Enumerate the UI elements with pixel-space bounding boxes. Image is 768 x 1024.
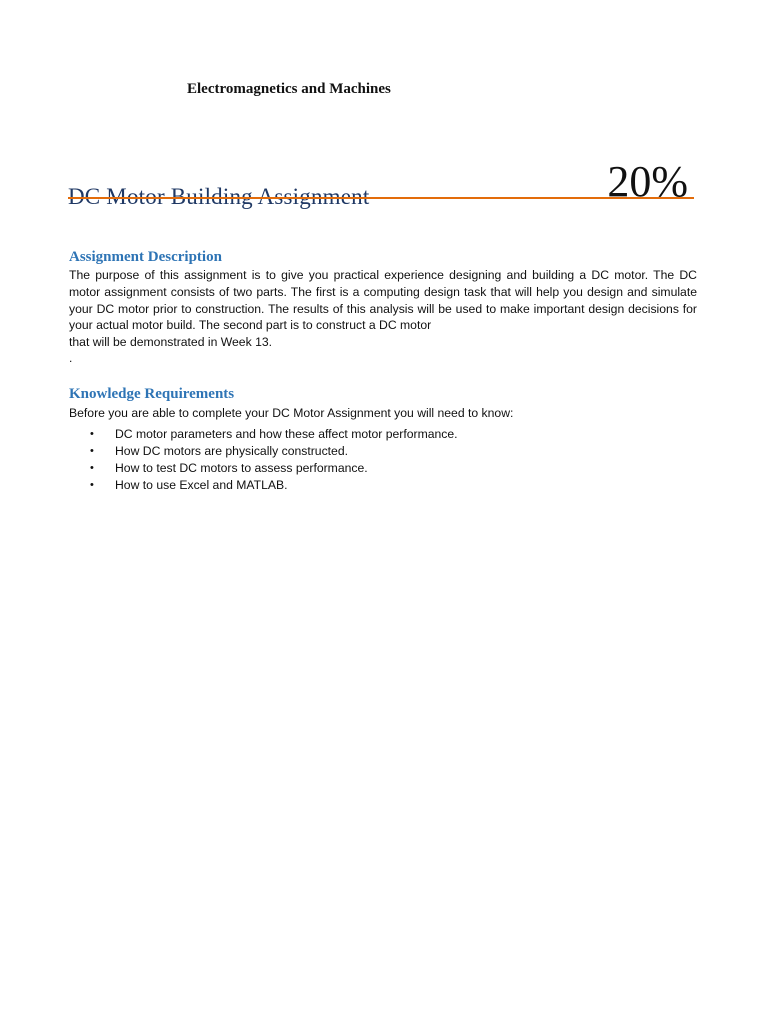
list-item-text: How DC motors are physically constructed. xyxy=(115,444,348,458)
bullet-icon: • xyxy=(90,428,94,440)
list-item xyxy=(90,477,458,494)
bullet-icon: • xyxy=(90,479,94,491)
list-item xyxy=(90,426,458,443)
knowledge-intro: Before you are able to complete your DC Motor Assignment you will need to know: xyxy=(69,406,514,420)
title-rule xyxy=(68,197,694,199)
description-body: The purpose of this assignment is to give you practical experience designing and building a DC motor. The DC motor assignment consists of two parts. The first is a computing design task that will help you design and simulate your DC motor prior to construction. The results of this analysis will be used to make important design decisions for your actual motor build. The second part is to construct a DC motor xyxy=(69,268,697,333)
description-body-last-line: that will be demonstrated in Week 13. xyxy=(69,335,273,350)
description-trailing-mark: . xyxy=(69,351,73,365)
list-item xyxy=(90,460,458,477)
assignment-weight: 20% xyxy=(607,157,688,206)
course-title: Electromagnetics and Machines xyxy=(187,81,391,97)
section-heading-knowledge: Knowledge Requirements xyxy=(69,386,235,402)
list-item xyxy=(90,443,458,460)
bullet-icon: • xyxy=(90,462,94,474)
section-heading-description: Assignment Description xyxy=(69,249,222,265)
description-paragraph xyxy=(69,267,697,351)
title-block xyxy=(68,157,694,212)
document-title: DC Motor Building Assignment xyxy=(68,184,370,209)
knowledge-list xyxy=(90,426,458,494)
list-item-text: How to use Excel and MATLAB. xyxy=(115,478,288,492)
list-item-text: How to test DC motors to assess performance. xyxy=(115,461,368,475)
bullet-icon: • xyxy=(90,445,94,457)
list-item-text: DC motor parameters and how these affect motor performance. xyxy=(115,427,458,441)
